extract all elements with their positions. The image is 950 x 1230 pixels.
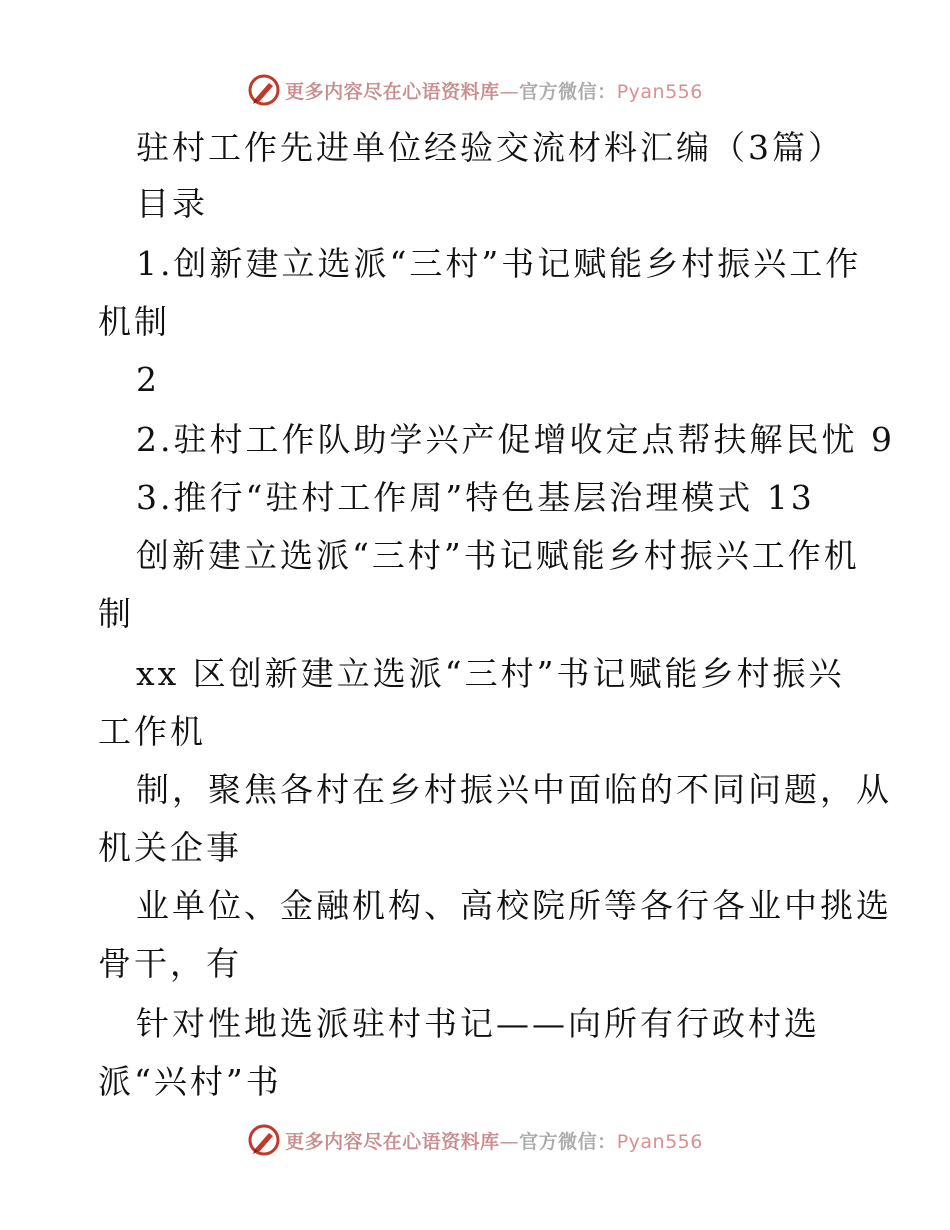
watermark-separator: — [499,1130,520,1153]
paragraph-line: 业单位、金融机构、高校院所等各行各业中挑选 [136,886,892,925]
watermark-header [0,70,950,110]
watermark-sub-text: 官方微信： [519,80,617,103]
watermark-id: Pyan556 [616,1130,703,1153]
paragraph-line: 骨干，有 [98,944,242,983]
toc-item-1-page: 2 [136,360,160,399]
paragraph-line: 工作机 [98,712,206,751]
watermark-footer [0,1120,950,1160]
paragraph-line: 针对性地选派驻村书记——向所有行政村选 [136,1004,820,1043]
section-heading-cont: 制 [98,594,134,633]
toc-item-1-cont: 机制 [98,302,170,341]
watermark-id: Pyan556 [616,80,703,103]
toc-heading: 目录 [136,184,208,223]
paragraph-line: 制，聚焦各村在乡村振兴中面临的不同问题，从 [136,770,892,809]
watermark-main-text: 更多内容尽在心语资料库 [285,1130,500,1153]
section-heading: 创新建立选派“三村”书记赋能乡村振兴工作机 [136,536,860,575]
paragraph-line: 派“兴村”书 [98,1062,282,1101]
pen-logo-icon [247,73,281,107]
toc-item-3: 3.推行“驻村工作周”特色基层治理模式 13 [136,478,815,517]
watermark-sub-text: 官方微信： [519,1130,617,1153]
watermark-main-text: 更多内容尽在心语资料库 [285,80,500,103]
document-title: 驻村工作先进单位经验交流材料汇编（3篇） [136,128,844,167]
pen-logo-icon [247,1123,281,1157]
paragraph-line: 机关企事 [98,828,242,867]
toc-item-2: 2.驻村工作队助学兴产促增收定点帮扶解民忧 9 [136,420,895,459]
watermark-separator: — [499,80,520,103]
toc-item-1: 1.创新建立选派“三村”书记赋能乡村振兴工作 [136,244,862,283]
paragraph-line: xx 区创新建立选派“三村”书记赋能乡村振兴 [136,654,845,693]
